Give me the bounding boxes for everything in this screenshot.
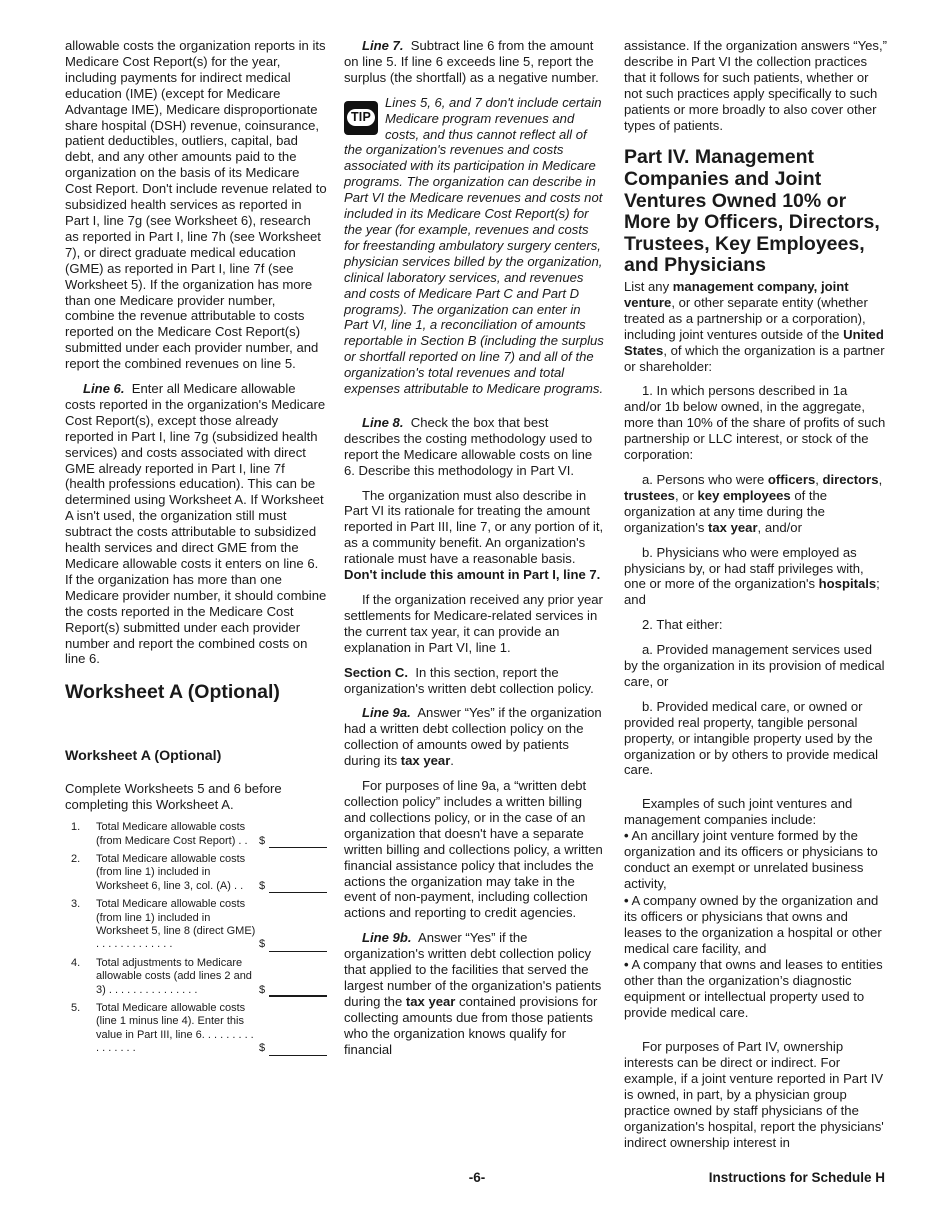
row-number: 3.	[71, 898, 81, 911]
part-iv-heading: Part IV. Management Companies and Joint Ventures Owned 10% or More by Officers, Directors, Trustees, Key Employees, and Physicians	[624, 146, 880, 277]
amount-field[interactable]	[269, 880, 327, 893]
bullet-icon: •	[624, 828, 629, 844]
item-1b: b. Physicians who were employed as physicians by, or had staff privileges with, one or more of the organization's hospitals; and	[624, 544, 880, 608]
examples-paragraph: Examples of such joint ventures and management companies include:	[624, 796, 853, 828]
bullet-item: • A company that owns and leases to entities other than the organization’s diagnostic equipment or intellectual property used to provide medical care.	[624, 957, 883, 1021]
item-2b: b. Provided medical care, or owned or provided real property, tangible personal property, or intangible property used by the organization or by others to provide medical care.	[624, 698, 879, 778]
amount-field[interactable]	[269, 983, 327, 997]
item-2a: a. Provided management services used by the organization in its provision of medical care, or	[624, 642, 885, 689]
tip-text: Lines 5, 6, and 7 don't include certain Medicare program revenues and costs, and thus cannot reflect all of the organization's revenues and costs associated with its participation in Medicare programs. The organization can describe in Part VI the Medicare revenues and costs not included in its Medicare Cost Report(s) for the year (for example, revenues and costs for freestanding ambulatory surgery centers, physician services billed by the organization, clinical laboratory services, and revenues and costs of Medicare Part C and Part D programs). The organization can enter in Part VI, line 1, a reconciliation of amounts reportable in Section B (including the surplus or shortfall reported on line 7) and all of the organization's total revenues and total expenses attributable to Medicare programs.	[344, 94, 604, 397]
document-title: Instructions for Schedule H	[708, 1170, 885, 1185]
row-description: Total Medicare allowable costs (from line 1) included in Worksheet 6, line 3, col. (A) . .	[96, 852, 246, 892]
dollar-sign: $	[259, 938, 266, 951]
worksheet-a-heading: Worksheet A (Optional)	[65, 681, 280, 704]
page-number: -6-	[468, 1170, 486, 1185]
dollar-sign: $	[259, 1042, 266, 1055]
part-iv-intro: List any management company, joint venture, or other separate entity (whether treated as a partnership or a corporation), including joint ventures outside of the United States, of which the organization is a partner or shareholder:	[624, 279, 885, 374]
worksheet-row	[65, 821, 327, 853]
row-number: 1.	[71, 821, 81, 834]
line9a-heading: Line 9a.	[362, 705, 411, 721]
line9a-purpose-paragraph: For purposes of line 9a, a “written debt collection policy” includes a written billing and collections policy, or in the case of an organization that doesn't have a separate written billing and collections policy, a written financial assistance policy that includes the actions the organization may take in the event of non-payment, including collection actions and reporting to credit agencies.	[344, 778, 603, 921]
section-c-paragraph: Section C. In this section, report the organization's written debt collection policy.	[344, 664, 594, 696]
row-description: Total Medicare allowable costs (from line 1) included in Worksheet 5, line 8 (direct GME) . . . . . . . . . . . . .	[96, 898, 256, 951]
worksheet-a-intro: Complete Worksheets 5 and 6 before completing this Worksheet A.	[65, 781, 282, 813]
line9b-heading: Line 9b.	[362, 930, 412, 946]
amount-field[interactable]	[269, 835, 327, 848]
rationale-paragraph: The organization must also describe in Part VI its rationale for treating the amount reported in Part III, line 7, or any portion of it, as a community benefit. An organization's rationale must have a reasonable basis. Don't include this amount in Part I, line 7.	[344, 487, 604, 583]
row-number: 2.	[71, 852, 81, 865]
ownership-paragraph: For purposes of Part IV, ownership interests can be direct or indirect. For example, if a joint venture reported in Part IV is owned, in part, by a physician group practice owned by staff physicians of the organization's hospital, report the physicians' indirect ownership interest in	[624, 1039, 884, 1150]
item-1a: a. Persons who were officers, directors, trustees, or key employees of the organization at any time during the organization's tax year, and/or	[624, 471, 883, 535]
line8-text: Check the box that best describes the costing methodology used to report the Medicare allowable costs on line 6. Describe this methodology in Part VI.	[344, 414, 593, 478]
row-description: Total Medicare allowable costs (line 1 minus line 4). Enter this value in Part III, line 6. . . . . . . . . . . . . . . .	[96, 1002, 254, 1055]
line8-heading: Line 8.	[362, 414, 404, 430]
line9a-paragraph: Line 9a. Answer “Yes” if the organization had a written debt collection policy on the collection of amounts owed by patients during its tax year.	[344, 705, 602, 769]
dollar-sign: $	[259, 879, 266, 892]
column-2	[344, 38, 606, 1066]
row-number: 4.	[71, 956, 81, 969]
line5-continuation: allowable costs the organization reports in its Medicare Cost Report(s) for the year, including payments for indirect medical education (IME) (except for Medicare Advantage IME), Medicare disproportionate share hospital (DSH) revenue, coinsurance, patient deductibles, outliers, capital, bad debt, and any other amounts paid to the organization on the basis of its Medicare Cost Report. Don't include revenue related to subsidized health services as reported in Part I, line 7g (see Worksheet 6), research as reported in Part I, line 7h (see Worksheet 7), or direct graduate medical education (GME) as reported in Part I, line 7f (see Worksheet 5). If the organization has more than one Medicare provider number, combine the revenue attributable to costs reported on the Medicare Cost Report(s) submitted under each provider number, and report the combined revenues on line 5.	[65, 38, 327, 372]
worksheet-row	[65, 957, 327, 1002]
bullet-icon: •	[624, 892, 629, 908]
row-description: Total Medicare allowable costs (from Medicare Cost Report) . .	[96, 821, 248, 847]
line8-paragraph	[344, 415, 606, 479]
worksheet-row	[65, 853, 327, 898]
line7-text: Subtract line 6 from the amount on line 5. If line 6 exceeds line 5, report the surplus (the shortfall) as a negative number.	[344, 38, 599, 85]
line7-heading: Line 7.	[362, 38, 404, 53]
column-1	[65, 38, 327, 1061]
worksheet-a-table	[65, 821, 327, 1061]
worksheet-a-subheading: Worksheet A (Optional)	[65, 748, 222, 765]
row-number: 5.	[71, 1002, 81, 1015]
bullet-item: • A company owned by the organization and its officers or physicians that owns and leases to the organization a hospital or other medical care facility, and	[624, 892, 882, 956]
line7-paragraph	[344, 38, 606, 86]
line6-text: Enter all Medicare allowable costs reported in the organization's Medicare Cost Report(s), except those already reported in Part I, line 7g (subsidized health services) and costs associated with direct GME already reported in Part I, line 7f (health professions education). This can be determined using Worksheet A. If Worksheet A isn't used, the organization still must subtract the costs attributable to subsidized health services and direct GME from the Medicare allowable costs it enters on line 6. If the organization has more than one Medicare provider number, it should combine the costs reported in the Medicare Cost Report(s) submitted under each provider number and report the combined costs on line 6.	[65, 381, 327, 667]
row-description: Total adjustments to Medicare allowable costs (add lines 2 and 3) . . . . . . . . . . . . . . .	[96, 956, 252, 996]
line9b-paragraph: Line 9b. Answer “Yes” if the organization's written debt collection policy that applied to the facilities that served the largest number of the organization's patients during the tax year contained provisions for collecting amounts due from those patients who the organization knows qualify for financial	[344, 930, 602, 1057]
amount-field[interactable]	[269, 1043, 327, 1056]
section-c-heading: Section C.	[344, 664, 409, 680]
tip-box	[344, 95, 606, 397]
line6-heading: Line 6.	[83, 381, 125, 397]
tip-label: TIP	[347, 109, 375, 126]
bullet-item: • An ancillary joint venture formed by the organization and its officers or physicians to conduct an exempt or unrelated business activity,	[624, 828, 878, 891]
dollar-sign: $	[259, 983, 266, 996]
worksheet-row	[65, 1002, 327, 1061]
line9b-continuation: assistance. If the organization answers “Yes,” describe in Part VI the collection practices that it follows for such patients, whether or not such practices apply specifically to such patients or more broadly to also cover other types of patients.	[624, 38, 887, 133]
worksheet-row	[65, 898, 327, 957]
settlements-paragraph: If the organization received any prior year settlements for Medicare-related services in the current tax year, it can provide an explanation in Part VI, line 1.	[344, 592, 603, 655]
dollar-sign: $	[259, 834, 266, 847]
line6-paragraph	[65, 381, 327, 667]
column-3	[624, 38, 888, 1159]
tip-icon	[344, 101, 378, 135]
item-2: 2. That either:	[642, 617, 723, 633]
rationale-bold: Don't include this amount in Part I, line 7.	[344, 567, 601, 583]
bullet-icon: •	[624, 957, 629, 973]
amount-field[interactable]	[269, 939, 327, 952]
item-1: 1. In which persons described in 1a and/or 1b below owned, in the aggregate, more than 10% of the share of profits of such partnership or LLC interest, or stock of the corporation:	[624, 383, 886, 463]
